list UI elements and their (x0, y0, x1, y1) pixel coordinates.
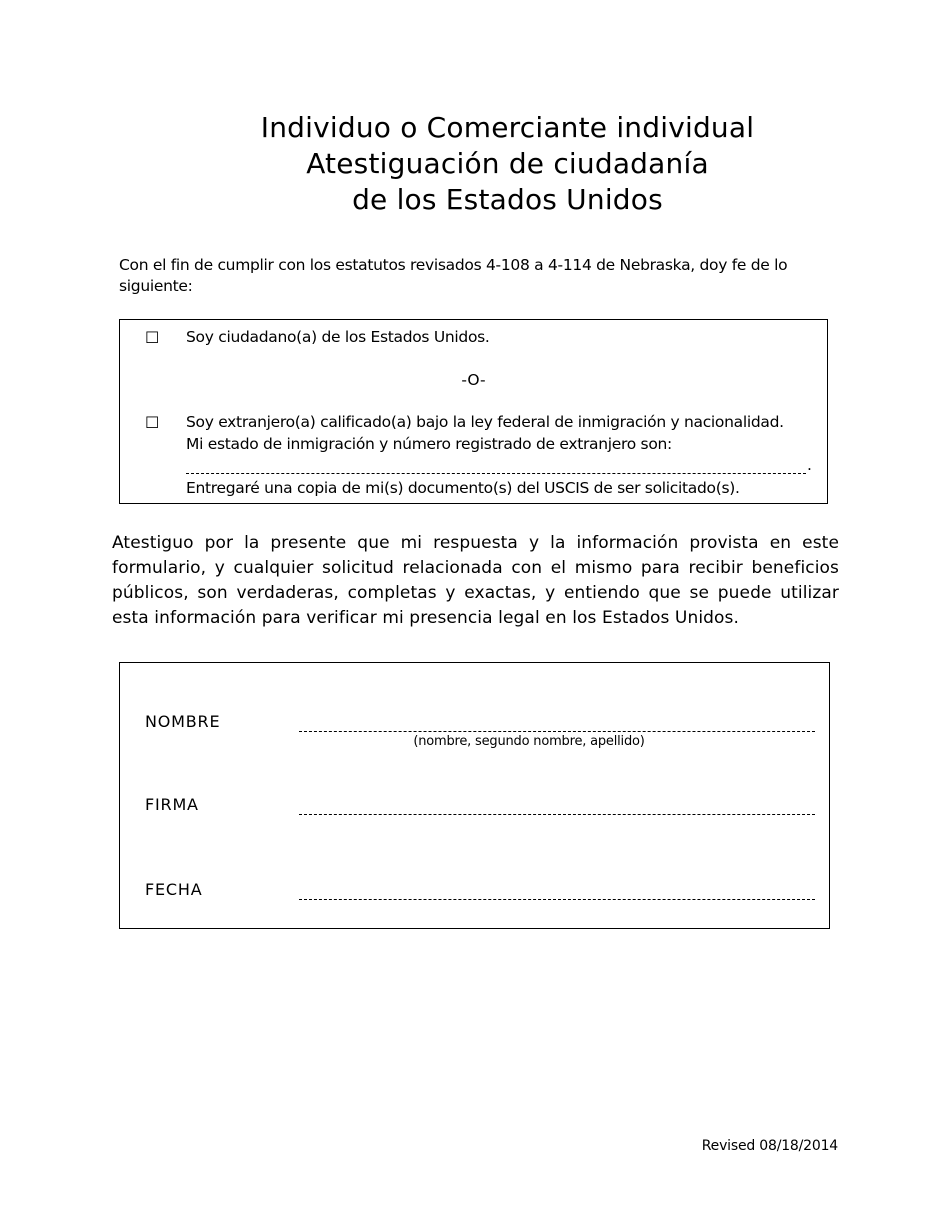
or-separator: -O- (461, 371, 486, 389)
citizenship-options-box (119, 319, 828, 504)
citizen-option-label: Soy ciudadano(a) de los Estados Unidos. (186, 328, 490, 346)
name-label: NOMBRE (145, 712, 221, 731)
signature-field[interactable] (299, 796, 815, 815)
alien-option-line-2: Mi estado de inmigración y número registrado de extranjero son: (186, 435, 672, 453)
alien-field-period: . (807, 456, 812, 474)
form-title (200, 110, 815, 218)
citizen-checkbox[interactable]: ☐ (145, 328, 160, 347)
title-line-3: de los Estados Unidos (352, 183, 663, 216)
signature-label: FIRMA (145, 795, 199, 814)
alien-number-field[interactable] (186, 455, 806, 474)
attestation-paragraph: Atestiguo por la presente que mi respuesta y la información provista en este formulario, y cualquier solicitud relacionada con el mismo para recibir beneficios públicos, son verdaderas, completas y exactas, y entiendo que se puede utilizar esta información para verificar mi presencia legal en los Estados Unidos. (112, 533, 839, 628)
title-line-2: Atestiguación de ciudadanía (306, 147, 709, 180)
revision-date: Revised 08/18/2014 (701, 1138, 838, 1154)
alien-option-label (186, 411, 784, 455)
signature-box (119, 662, 830, 929)
title-line-1: Individuo o Comerciante individual (260, 111, 755, 144)
alien-option-line-4: Entregaré una copia de mi(s) documento(s) del USCIS de ser solicitado(s). (186, 479, 740, 497)
name-hint: (nombre, segundo nombre, apellido) (413, 734, 645, 749)
alien-checkbox[interactable]: ☐ (145, 413, 160, 432)
intro-paragraph: Con el fin de cumplir con los estatutos revisados 4-108 a 4-114 de Nebraska, doy fe de lo siguiente: (119, 256, 788, 295)
alien-option-line-1: Soy extranjero(a) calificado(a) bajo la ley federal de inmigración y nacionalidad. (186, 413, 784, 431)
date-label: FECHA (145, 880, 203, 899)
name-field[interactable] (299, 713, 815, 732)
date-field[interactable] (299, 881, 815, 900)
